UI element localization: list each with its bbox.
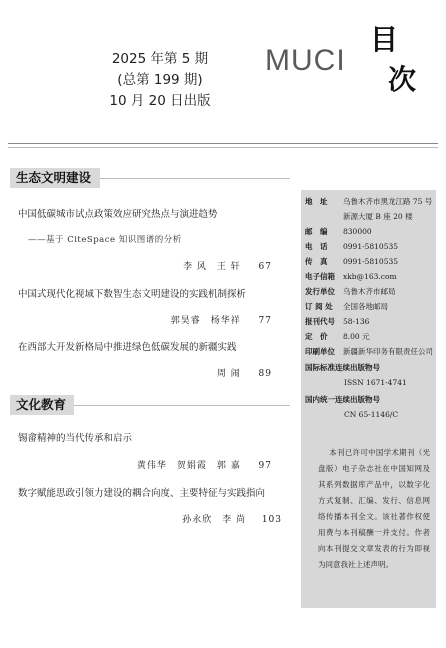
article-title[interactable]: 锡畲精神的当代传承和启示 <box>18 433 133 444</box>
info-row-printer <box>305 346 433 357</box>
article-page-number: 77 <box>258 316 272 326</box>
article-byline <box>182 512 282 525</box>
info-value: 新疆新华印务有限责任公司 <box>343 347 433 356</box>
section-divider <box>100 178 290 179</box>
info-label: 定 价 <box>305 332 328 341</box>
header-rule-secondary <box>8 147 438 148</box>
info-label: 地 址 <box>305 197 328 206</box>
section-header-ecology: 生态文明建设 <box>10 168 100 188</box>
article-subtitle: ——基于 CiteSpace 知识图谱的分析 <box>28 235 182 245</box>
info-row-price <box>305 331 370 342</box>
info-value: 58-136 <box>343 317 370 326</box>
journal-latin-name: MUCI <box>265 44 346 77</box>
cn-label: 国内统一连续出版物号 <box>305 395 380 404</box>
article-byline <box>171 313 272 326</box>
article-byline <box>183 259 272 272</box>
info-row-subscription <box>305 301 388 312</box>
issue-year-number: 2025 年第 5 期 <box>111 51 209 67</box>
toc-heading-char-1: 目 <box>370 23 399 56</box>
info-value: 乌鲁木齐市黑龙江路 75 号 <box>343 197 433 206</box>
info-row-distributor <box>305 286 396 297</box>
info-row-phone <box>305 241 398 252</box>
info-row-postcode <box>305 226 372 237</box>
header-rule <box>8 143 438 144</box>
info-label: 报刊代号 <box>305 317 335 326</box>
copyright-notice: 本刊已许可中国学术期刊（光盘版）电子杂志社在中国知网及其系列数据库产品中，以数字化方式复制、汇编、发行、信息网络传播本刊全文。该社著作权使用费与本刊稿酬一并支付。作者向本刊提交文章发表的行为即视为同意我社上述声明。 <box>318 448 430 569</box>
section-header-culture: 文化教育 <box>10 395 74 415</box>
article-title[interactable]: 数字赋能思政引领力建设的耦合向度、主要特征与实践指向 <box>18 488 266 499</box>
info-label: 电 话 <box>305 242 328 251</box>
article-authors: 郭昊睿 杨华祥 <box>170 316 241 326</box>
article-authors: 黄伟华 贺娟霞 郭 嘉 <box>136 461 241 471</box>
article-title[interactable]: 在西部大开发新格局中推进绿色低碳发展的新疆实践 <box>18 342 237 353</box>
info-label: 邮 编 <box>305 227 328 236</box>
info-row-postal-code <box>305 316 369 327</box>
article-authors: 孙永欣 李 尚 <box>182 515 247 525</box>
article-page-number: 67 <box>258 262 272 272</box>
article-page-number: 89 <box>258 369 272 379</box>
info-label: 订 阅 处 <box>305 302 333 311</box>
article-authors: 李 风 王 轩 <box>183 262 241 272</box>
info-value: 0991-5810535 <box>343 242 399 251</box>
info-value: 乌鲁木齐市邮局 <box>343 287 396 296</box>
issn-value: ISSN 1671-4741 <box>344 378 407 387</box>
article-byline <box>137 458 272 471</box>
article-page-number: 103 <box>261 515 282 525</box>
section-divider <box>74 405 290 406</box>
info-row-email <box>305 271 397 282</box>
issn-label: 国际标准连续出版物号 <box>305 363 380 372</box>
info-label: 传 真 <box>305 257 328 266</box>
info-row-fax <box>305 256 398 267</box>
info-value: 0991-5810535 <box>343 257 399 266</box>
article-page-number: 97 <box>258 461 272 471</box>
info-row-address-2 <box>305 211 413 222</box>
cn-value: CN 65-1146/C <box>344 410 399 419</box>
issue-total-number: (总第 199 期) <box>117 72 203 88</box>
article-byline <box>217 366 272 379</box>
info-row-address <box>305 196 432 207</box>
info-value: 8.00 元 <box>343 332 370 341</box>
info-value: xkb@163.com <box>343 272 397 281</box>
info-value: 新源大厦 B 座 20 楼 <box>343 212 413 221</box>
article-title[interactable]: 中国式现代化视域下数智生态文明建设的实践机制探析 <box>18 289 247 300</box>
article-authors: 周 闹 <box>216 369 241 379</box>
issue-publish-date: 10 月 20 日出版 <box>109 93 211 109</box>
article-title[interactable]: 中国低碳城市试点政策效应研究热点与演进趋势 <box>18 209 218 220</box>
info-label: 电子信箱 <box>305 272 335 281</box>
info-value: 830000 <box>343 227 372 236</box>
info-label: 印刷单位 <box>305 347 335 356</box>
toc-heading-char-2: 次 <box>388 63 417 96</box>
info-value: 全国各地邮局 <box>343 302 388 311</box>
info-label: 发行单位 <box>305 287 335 296</box>
